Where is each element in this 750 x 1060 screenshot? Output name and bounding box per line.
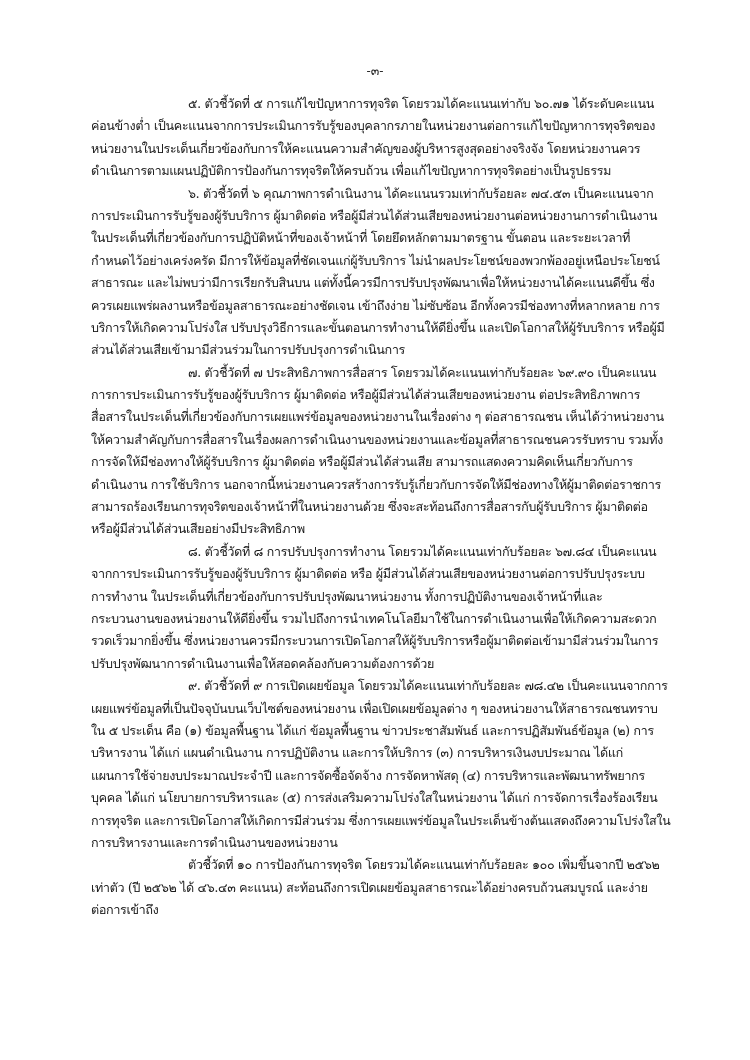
paragraph-line: เท่าตัว (ปี ๒๕๖๒ ได้ ๔๖.๔๓ คะแนน) สะท้อนถึงการเปิดเผยข้อมูลสาธารณะได้อย่างครบถ้วนสมบูรณ์ และง่าย <box>91 879 648 895</box>
paragraph-first-line: ๙. ตัวชี้วัดที่ ๙ การเปิดเผยข้อมูล โดยรวมได้คะแนนเท่ากับร้อยละ ๗๘.๔๒ เป็นคะแนนจากการ <box>188 678 668 694</box>
paragraph-line: แผนการใช้จ่ายงบประมาณประจำปี และการจัดซื้อจัดจ้าง การจัดหาพัสดุ (๔) การบริหารและพัฒนาทรัพยากร <box>91 767 645 783</box>
paragraph-line: เผยแพร่ข้อมูลที่เป็นปัจจุบันบนเว็บไซต์ของหน่วยงาน เพื่อเปิดเผยข้อมูลต่าง ๆ ของหน่วยงานให้สาธารณชนทราบ <box>91 700 658 716</box>
paragraph-line: ใน ๕ ประเด็น คือ (๑) ข้อมูลพื้นฐาน ได้แก่ ข้อมูลพื้นฐาน ข่าวประชาสัมพันธ์ และการปฏิสัมพันธ์ข้อมูล (๒) การ <box>91 722 654 738</box>
paragraph-line: บริหารงาน ได้แก่ แผนดำเนินงาน การปฏิบัติงาน และการให้บริการ (๓) การบริหารเงินงบประมาณ ได้แก่ <box>91 745 623 761</box>
paragraph-first-line: ๘. ตัวชี้วัดที่ ๘ การปรับปรุงการทำงาน โดยรวมได้คะแนนเท่ากับร้อยละ ๖๗.๘๔ เป็นคะแนน <box>188 543 657 559</box>
paragraph-line: ในประเด็นที่เกี่ยวข้องกับการปฏิบัติหน้าที่ของเจ้าหน้าที่ โดยยึดหลักตามมาตรฐาน ขั้นตอน และระยะเวลาที่ <box>91 230 631 246</box>
page-number: -๓- <box>366 63 384 78</box>
paragraph-line: หน่วยงานในประเด็นเกี่ยวข้องกับการให้คะแนนความสำคัญของผู้บริหารสูงสุดอย่างจริงจัง โดยหน่วยงานควร <box>91 140 641 156</box>
paragraph-line: ค่อนข้างต่ำ เป็นคะแนนจากการประเมินการรับรู้ของบุคลากรภายในหน่วยงานต่อการแก้ไขปัญหาการทุจริตของ <box>91 118 656 134</box>
paragraph-line: หรือผู้มีส่วนได้ส่วนเสียอย่างมีประสิทธิภาพ <box>91 521 305 537</box>
paragraph-line: ต่อการเข้าถึง <box>91 902 159 918</box>
paragraph-line: ดำเนินงาน การใช้บริการ นอกจากนี้หน่วยงานควรสร้างการรับรู้เกี่ยวกับการจัดให้มีช่องทางให้ผู้มาติดต่อราชการ <box>91 476 661 492</box>
body-text <box>91 93 681 921</box>
paragraph-line: ดำเนินการตามแผนปฏิบัติการป้องกันการทุจริตให้ครบถ้วน เพื่อแก้ไขปัญหาการทุจริตอย่างเป็นรูปธรรม <box>91 163 612 179</box>
paragraph-line: บุคคล ได้แก่ นโยบายการบริหารและ (๕) การส่งเสริมความโปร่งใสในหน่วยงาน ได้แก่ การจัดการเรื่องร้องเรียน <box>91 790 658 806</box>
paragraph-line: รวดเร็วมากยิ่งขึ้น ซึ่งหน่วยงานควรมีกระบวนการเปิดโอกาสให้ผู้รับบริการหรือผู้มาติดต่อเข้ามามีส่วนร่วมในการ <box>91 633 659 649</box>
paragraph-line: การประเมินการรับรู้ของผู้รับบริการ ผู้มาติดต่อ หรือผู้มีส่วนได้ส่วนเสียของหน่วยงานต่อหน่วยงานการดำเนินงาน <box>91 207 658 223</box>
paragraph-line: กระบวนงานของหน่วยงานให้ดียิ่งขึ้น รวมไปถึงการนำเทคโนโลยีมาใช้ในการดำเนินงานเพื่อให้เกิดความสะดวก <box>91 610 657 626</box>
paragraph-line: สื่อสารในประเด็นที่เกี่ยวข้องกับการเผยแพร่ข้อมูลของหน่วยงานในเรื่องต่าง ๆ ต่อสาธารณชน เห็นได้ว่าหน่วยงาน <box>91 409 664 425</box>
paragraph-line: ให้ความสำคัญกับการสื่อสารในเรื่องผลการดำเนินงานของหน่วยงานและข้อมูลที่สาธารณชนควรรับทราบ รวมทั้ง <box>91 431 663 447</box>
paragraph-line: ส่วนได้ส่วนเสียเข้ามามีส่วนร่วมในการปรับปรุงการดำเนินการ <box>91 342 405 358</box>
paragraph-line: กำหนดไว้อย่างเคร่งครัด มีการให้ข้อมูลที่ชัดเจนแก่ผู้รับบริการ ไม่นำผลประโยชน์ของพวกพ้องอยู่เหนือประโยชน์ <box>91 252 660 268</box>
paragraph-line: การทำงาน ในประเด็นที่เกี่ยวข้องกับการปรับปรุงพัฒนาหน่วยงาน ทั้งการปฏิบัติงานของเจ้าหน้าที่และ <box>91 588 603 604</box>
paragraph-line: การการประเมินการรับรู้ของผู้รับบริการ ผู้มาติดต่อ หรือผู้มีส่วนได้ส่วนเสียของหน่วยงาน ต่อประสิทธิภาพการ <box>91 387 641 403</box>
paragraph-line: สามารถร้องเรียนการทุจริตของเจ้าหน้าที่ในหน่วยงานด้วย ซึ่งจะสะท้อนถึงการสื่อสารกับผู้รับบริการ ผู้มาติดต่อ <box>91 499 648 515</box>
paragraph-line: ควรเผยแพร่ผลงานหรือข้อมูลสาธารณะอย่างชัดเจน เข้าถึงง่าย ไม่ซับซ้อน อีกทั้งควรมีช่องทางที่หลากหลาย การ <box>91 297 660 313</box>
paragraph-line: การบริหารงานและการดำเนินงานของหน่วยงาน <box>91 834 338 850</box>
paragraph-first-line: ๕. ตัวชี้วัดที่ ๕ การแก้ไขปัญหาการทุจริต โดยรวมได้คะแนนเท่ากับ ๖๐.๗๑ ได้ระดับคะแนน <box>188 96 654 111</box>
paragraph-first-line: ๖. ตัวชี้วัดที่ ๖ คุณภาพการดำเนินงาน ได้คะแนนรวมเท่ากับร้อยละ ๗๔.๕๓ เป็นคะแนนจาก <box>188 185 654 201</box>
paragraph-line: จากการประเมินการรับรู้ของผู้รับบริการ ผู้มาติดต่อ หรือ ผู้มีส่วนได้ส่วนเสียของหน่วยงานต่อการปรับปรุงระบบ <box>91 566 645 582</box>
paragraph-line: การทุจริต และการเปิดโอกาสให้เกิดการมีส่วนร่วม ซึ่งการเผยแพร่ข้อมูลในประเด็นข้างต้นแสดงถึงความโปร่งใสใน <box>91 812 671 828</box>
paragraph-first-line: ตัวชี้วัดที่ ๑๐ การป้องกันการทุจริต โดยรวมได้คะแนนเท่ากับร้อยละ ๑๐๐ เพิ่มขึ้นจากปี ๒๕๖๒ <box>188 857 660 873</box>
paragraph-first-line: ๗. ตัวชี้วัดที่ ๗ ประสิทธิภาพการสื่อสาร โดยรวมได้คะแนนเท่ากับร้อยละ ๖๙.๙๐ เป็นคะแนน <box>188 364 657 380</box>
paragraph-line: การจัดให้มีช่องทางให้ผู้รับบริการ ผู้มาติดต่อ หรือผู้มีส่วนได้ส่วนเสีย สามารถแสดงความคิดเห็นเกี่ยวกับการ <box>91 454 633 470</box>
paragraph-line: สาธารณะ และไม่พบว่ามีการเรียกรับสินบน แต่ทั้งนี้ควรมีการปรับปรุงพัฒนาเพื่อให้หน่วยงานได้คะแนนดีขึ้น ซึ่ง <box>91 275 655 291</box>
paragraph-line: ปรับปรุงพัฒนาการดำเนินงานเพื่อให้สอดคล้องกับความต้องการด้วย <box>91 655 435 671</box>
paragraph-line: บริการให้เกิดความโปร่งใส ปรับปรุงวิธีการและขั้นตอนการทำงานให้ดียิ่งขึ้น และเปิดโอกาสให้ผู้รับบริการ หรือผู้มี <box>91 319 665 335</box>
